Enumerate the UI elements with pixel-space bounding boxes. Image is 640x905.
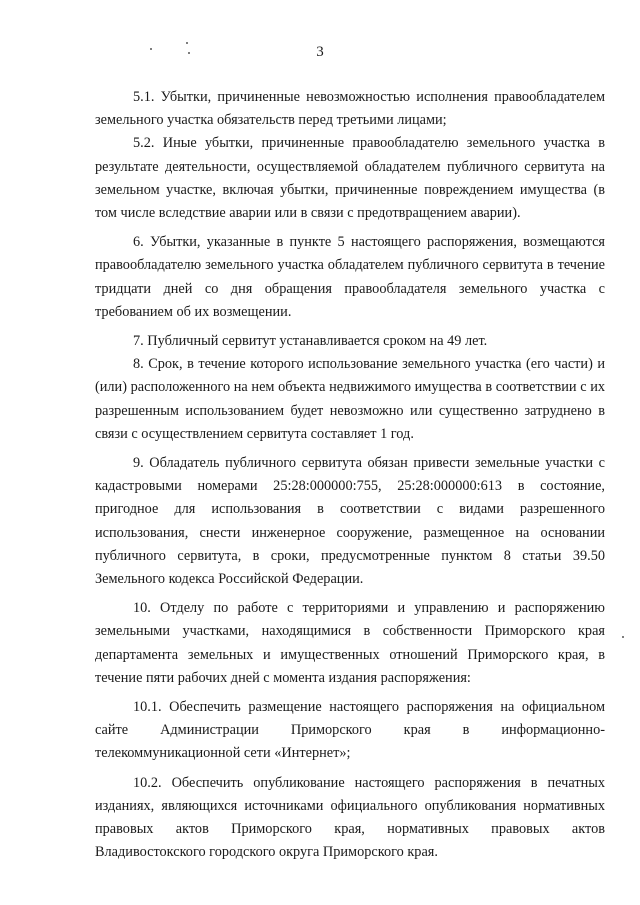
- paragraph-10-1: 10.1. Обеспечить размещение настоящего распоряжения на официальном сайте Администрации Приморского края в информационно-телекоммуникационной сети «Интернет»;: [95, 699, 605, 762]
- paragraph-8: 8. Срок, в течение которого использование земельного участка (его части) и (или) расположенного на нем объекта недвижимого имущества в соответствии с их разрешенным использованием будет невозможно или существенно затруднено в связи с осуществлением сервитута составляет 1 год.: [95, 356, 605, 442]
- paragraph-10: 10. Отделу по работе с территориями и управлению и распоряжению земельными участками, находящимися в собственности Приморского края департамента земельных и имущественных отношений Приморского края, в течение пяти рабочих дней с момента издания распоряжения:: [95, 600, 605, 686]
- paragraph-6: 6. Убытки, указанные в пункте 5 настоящего распоряжения, возмещаются правообладателю земельного участка обладателем публичного сервитута в течение тридцати дней со дня обращения правообладателя земельного участка с требованием об их возмещении.: [95, 234, 605, 320]
- paragraph-10-2: 10.2. Обеспечить опубликование настоящего распоряжения в печатных изданиях, являющихся источниками официального опубликования нормативных правовых актов Приморского края, нормативных правовых актов Владивостокского городского округа Приморского края.: [95, 774, 605, 861]
- paragraph-9: 9. Обладатель публичного сервитута обязан привести земельные участки с кадастровыми номерами 25:28:000000:755, 25:28:000000:613 в состояние, пригодное для использования в соответствии с видами разрешенного использования, снести инженерное сооружение, размещенное на основании публичного сервитута, в сроки, предусмотренные пунктом 8 статьи 39.50 Земельного кодекса Российской Федерации.: [95, 455, 605, 588]
- paragraph-7: 7. Публичный сервитут устанавливается сроком на 49 лет.: [133, 333, 488, 350]
- paragraph-5-1: 5.1. Убытки, причиненные невозможностью исполнения правообладателем земельного участка обязательств перед третьими лицами;: [95, 89, 605, 129]
- document-body: [95, 86, 605, 865]
- paragraph-5-2: 5.2. Иные убытки, причиненные правообладателю земельного участка в результате деятельности, осуществляемой обладателем публичного сервитута на земельном участке, включая убытки, причиненные повреждением имущества (в том числе вследствие аварии или в связи с предотвращением аварии).: [95, 135, 605, 222]
- scan-speck: [622, 636, 624, 638]
- page-number: 3: [316, 44, 324, 60]
